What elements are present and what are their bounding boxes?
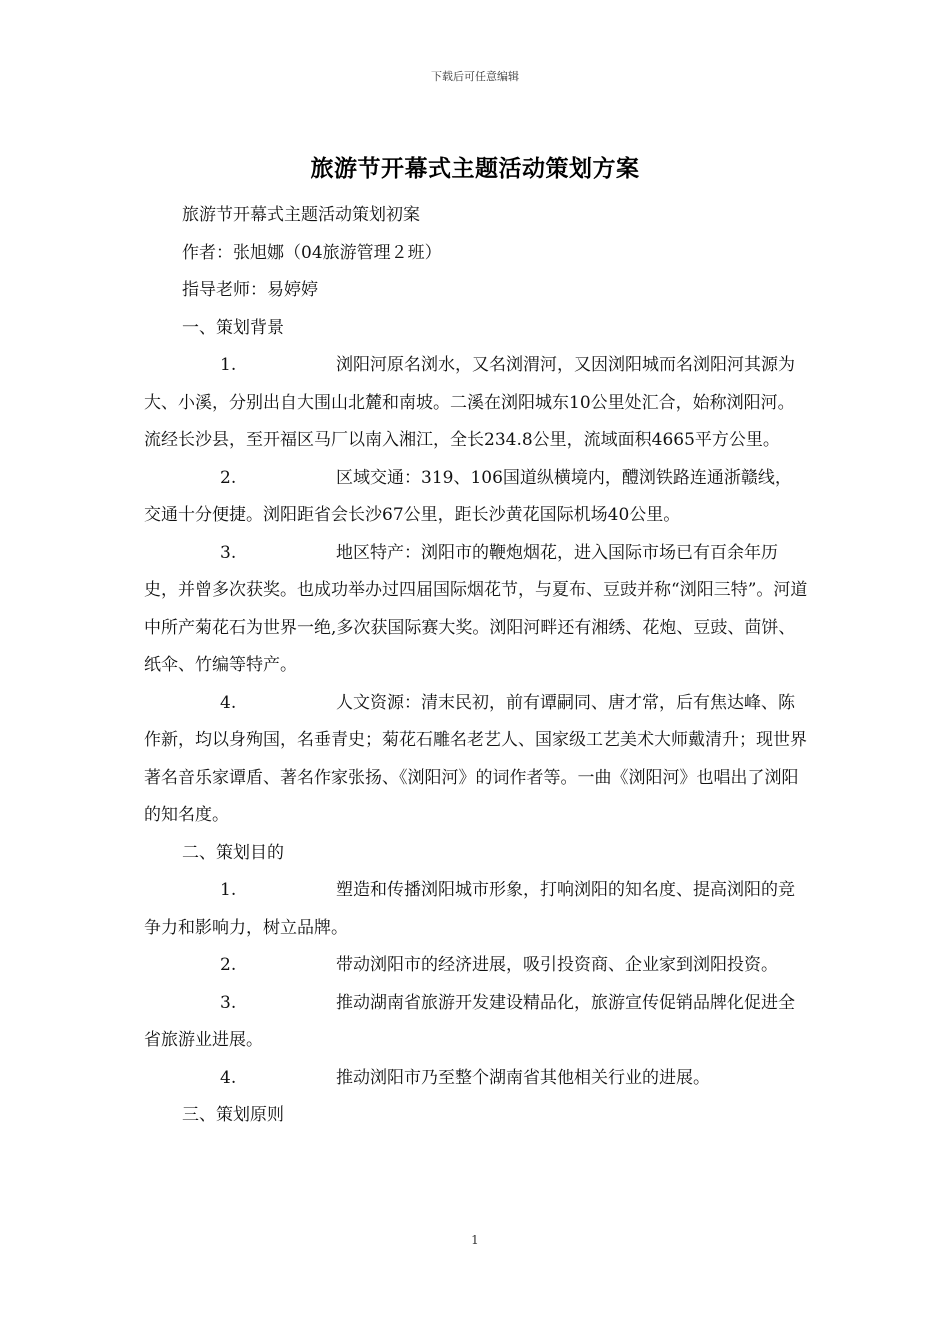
author-line: 作者：张旭娜（04旅游管理２班） <box>182 242 442 263</box>
advisor-line: 指导老师：易婷婷 <box>182 280 318 300</box>
purpose-item-2 <box>144 947 808 985</box>
item-number: 2. <box>220 467 237 488</box>
item-text: 推动湖南省旅游开发建设精品化，旅游宣传促销品牌化促进全省旅游业进展。 <box>144 992 795 1050</box>
item-text: 浏阳河原名浏水，又名浏渭河，又因浏阳城而名浏阳河其源为大、小溪，分别出自大围山北麓和南坡。二溪在浏阳城东10公里处汇合，始称浏阳河。流经长沙县，至开福区马厂以南入湘江，全长234.8公里，流域面积4665平方公里。 <box>144 355 795 450</box>
purpose-item-4 <box>144 1060 808 1098</box>
item-number: 3. <box>220 542 237 563</box>
section-heading-purpose: 二、策划目的 <box>182 842 284 863</box>
header-note: 下载后可任意编辑 <box>431 70 519 83</box>
item-text: 塑造和传播浏阳城市形象，打响浏阳的知名度、提高浏阳的竞争力和影响力，树立品牌。 <box>144 880 795 938</box>
item-text: 人文资源：清末民初，前有谭嗣同、唐才常，后有焦达峰、陈作新，均以身殉国，名垂青史；菊花石雕名老艺人、国家级工艺美术大师戴清升；现世界著名音乐家谭盾、著名作家张扬、《浏阳河》的词作者等。一曲《浏阳河》也唱出了浏阳的知名度。 <box>144 692 807 825</box>
item-number: 3. <box>220 992 237 1013</box>
background-item-1 <box>144 347 808 460</box>
item-text: 推动浏阳市乃至整个湖南省其他相关行业的进展。 <box>336 1067 710 1088</box>
item-text: 区域交通：319、106国道纵横境内，醴浏铁路连通浙赣线，交通十分便捷。浏阳距省会长沙67公里，距长沙黄花国际机场40公里。 <box>144 467 792 525</box>
subtitle-line: 旅游节开幕式主题活动策划初案 <box>182 205 420 225</box>
item-number: 4. <box>220 692 237 713</box>
item-number: 2. <box>220 955 237 975</box>
background-item-3 <box>144 535 808 685</box>
item-text: 带动浏阳市的经济进展，吸引投资商、企业家到浏阳投资。 <box>336 955 778 975</box>
background-item-2 <box>144 460 808 535</box>
item-text: 地区特产：浏阳市的鞭炮烟花，进入国际市场已有百余年历史，并曾多次获奖。也成功举办过四届国际烟花节，与夏布、豆豉并称“浏阳三特”。河道中所产菊花石为世界一绝,多次获国际赛大奖。浏阳河畔还有湘绣、花炮、豆豉、茴饼、纸伞、竹编等特产。 <box>144 542 808 675</box>
item-number: 4. <box>220 1067 237 1088</box>
page-number: 1 <box>471 1233 479 1247</box>
section-heading-principles: 三、策划原则 <box>182 1105 284 1125</box>
document-title: 旅游节开幕式主题活动策划方案 <box>310 155 640 182</box>
purpose-item-3 <box>144 985 808 1060</box>
document-body <box>144 197 808 1135</box>
section-heading-background: 一、策划背景 <box>182 317 284 338</box>
purpose-item-1 <box>144 872 808 947</box>
item-number: 1. <box>220 355 237 375</box>
item-number: 1. <box>220 880 237 900</box>
background-item-4 <box>144 685 808 835</box>
